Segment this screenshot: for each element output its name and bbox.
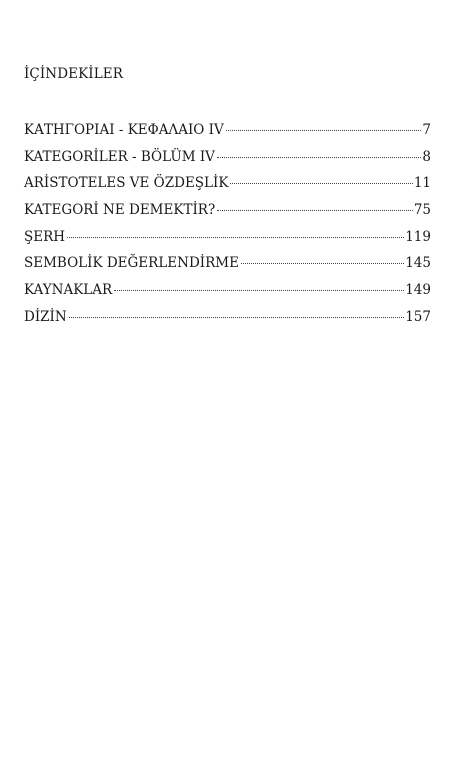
toc-entry bbox=[24, 227, 431, 254]
dot-leader bbox=[230, 183, 412, 184]
toc-entry-title: ŞERH bbox=[24, 228, 66, 245]
toc-entry-page: 157 bbox=[405, 308, 431, 325]
dot-leader bbox=[69, 317, 405, 318]
toc-entry-page: 11 bbox=[413, 175, 431, 192]
toc-entry bbox=[24, 307, 431, 334]
toc-entry-page: 119 bbox=[405, 228, 431, 245]
toc-entry-title: DİZİN bbox=[24, 308, 67, 325]
toc-entry-page: 149 bbox=[405, 282, 431, 299]
toc-entry-page: 8 bbox=[422, 148, 431, 165]
toc-entry-title: ΚΑΤΗΓΟΡΙΑΙ - ΚΕΦΑΛΑΙΟ IV bbox=[24, 122, 224, 138]
dot-leader bbox=[217, 210, 413, 211]
toc-entry bbox=[24, 253, 431, 280]
dot-leader bbox=[226, 130, 422, 131]
toc-heading: İÇİNDEKİLER bbox=[24, 66, 123, 82]
toc-entry bbox=[24, 200, 431, 227]
dot-leader bbox=[114, 290, 404, 291]
toc-entry-page: 75 bbox=[413, 202, 431, 219]
toc-entry-title: KAYNAKLAR bbox=[24, 282, 113, 299]
dot-leader bbox=[241, 263, 404, 264]
toc-entry-title: KATEGORİ NE DEMEKTİR? bbox=[24, 202, 216, 219]
toc-entry bbox=[24, 173, 431, 200]
toc-entry-title: KATEGORİLER - BÖLÜM IV bbox=[24, 148, 215, 165]
toc-entry-title: SEMBOLİK DEĞERLENDİRME bbox=[24, 255, 239, 272]
toc-entry bbox=[24, 280, 431, 307]
dot-leader bbox=[67, 237, 404, 238]
dot-leader bbox=[217, 157, 421, 158]
toc-entry-title: ARİSTOTELES VE ÖZDEŞLİK bbox=[24, 175, 229, 192]
table-of-contents bbox=[24, 120, 431, 334]
toc-entry-page: 145 bbox=[405, 255, 431, 272]
toc-entry-page: 7 bbox=[422, 122, 431, 138]
toc-entry bbox=[24, 147, 431, 174]
toc-entry bbox=[24, 120, 431, 147]
